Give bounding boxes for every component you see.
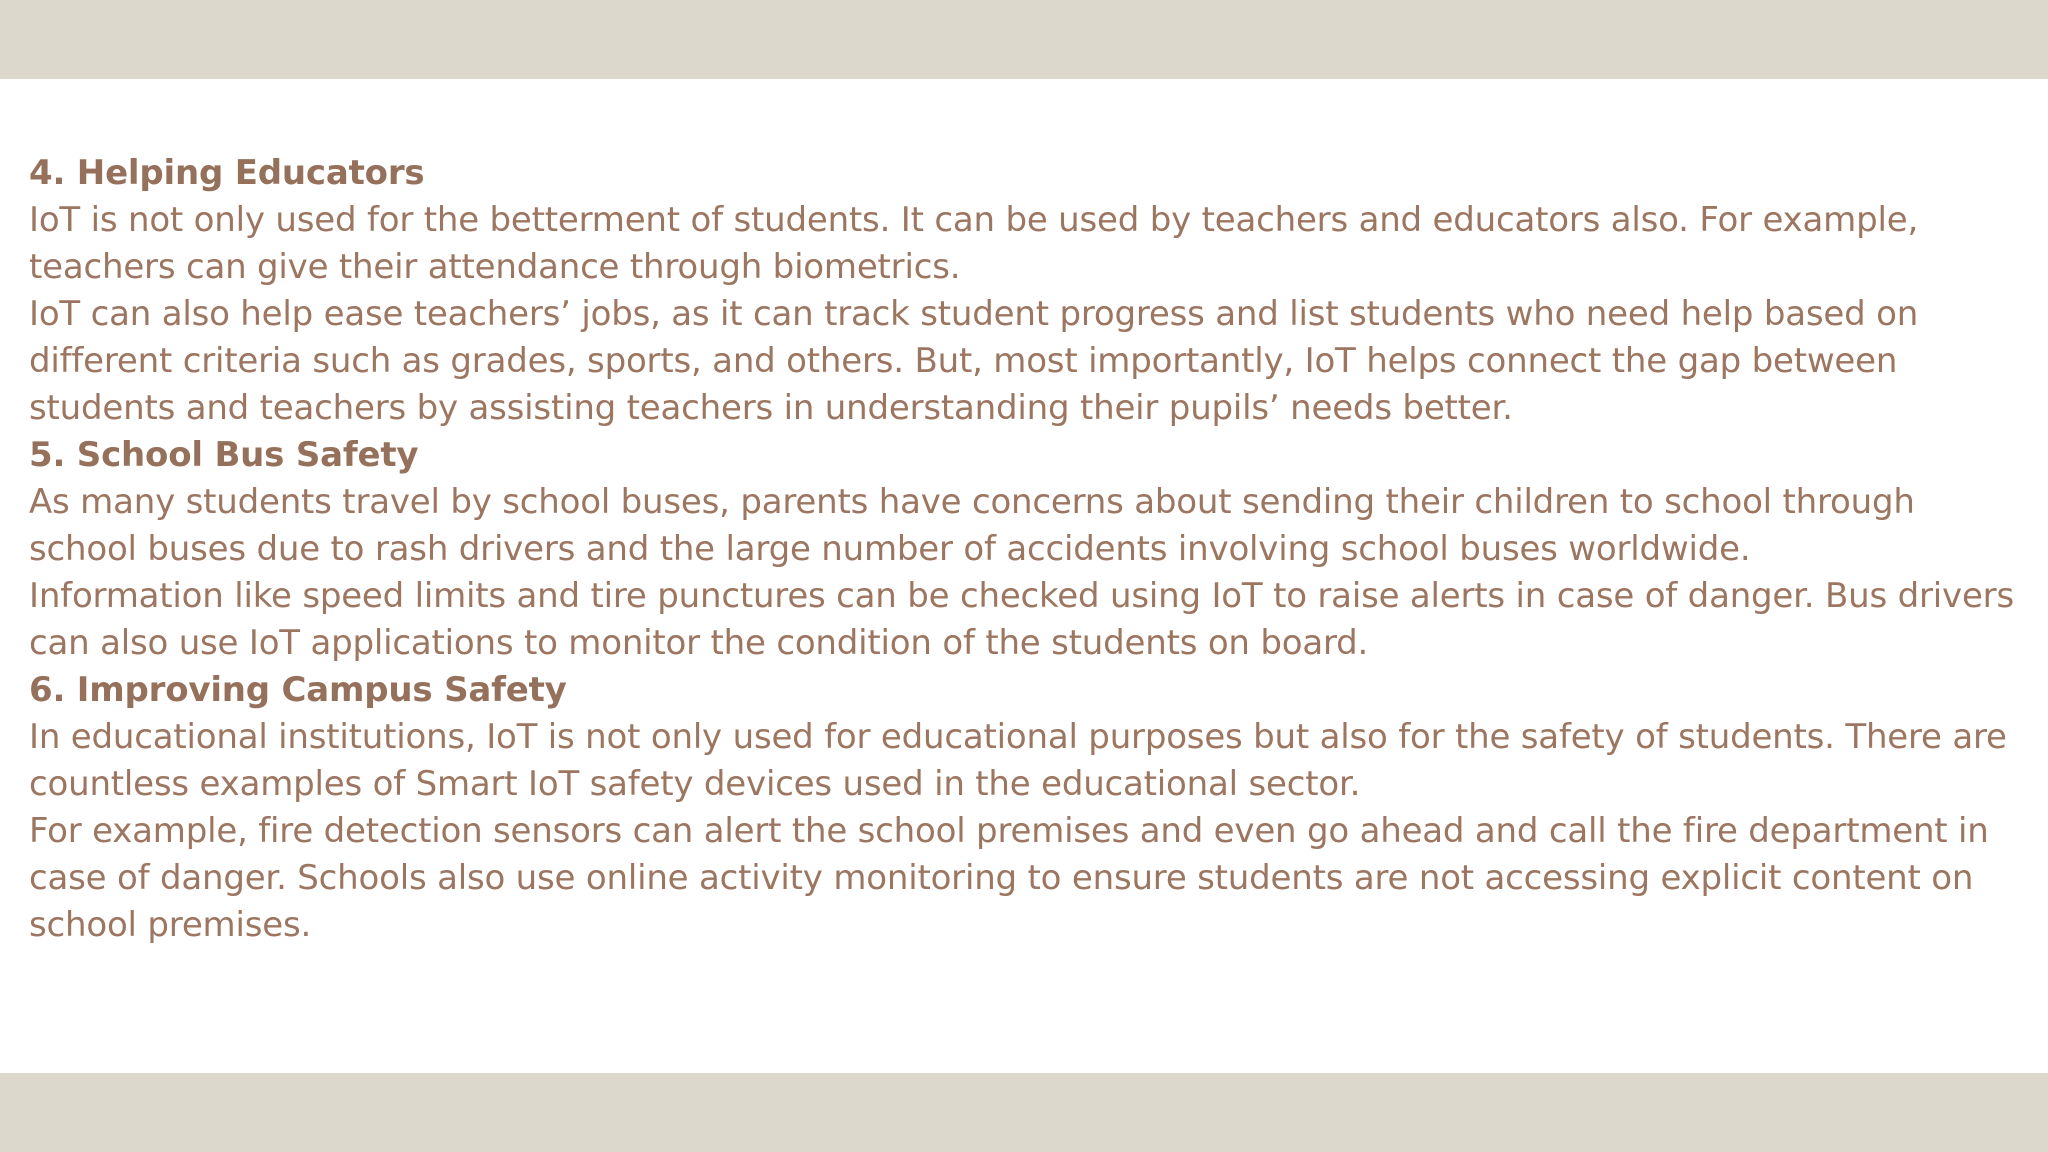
section-paragraph: In educational institutions, IoT is not only used for educational purposes but also for the safety of students. There are countless examples of Smart IoT safety devices used in the educational sector. [29, 717, 2007, 804]
section-paragraph: IoT is not only used for the betterment of students. It can be used by teachers and educators also. For example, teachers can give their attendance through biometrics. [29, 200, 1919, 287]
section-heading: 4. Helping Educators [29, 153, 425, 193]
section-heading: 6. Improving Campus Safety [29, 670, 567, 710]
section-school-bus-safety [29, 432, 2029, 667]
section-paragraph: As many students travel by school buses, parents have concerns about sending their children to school through school buses due to rash drivers and the large number of accidents involving school buses worldwide. [29, 482, 1915, 569]
top-band [0, 0, 2048, 79]
slide-content [29, 150, 2029, 949]
bottom-band [0, 1073, 2048, 1152]
section-paragraph: IoT can also help ease teachers’ jobs, as it can track student progress and list students who need help based on different criteria such as grades, sports, and others. But, most importantly, IoT helps connect the gap between students and teachers by assisting teachers in understanding their pupils’ needs better. [29, 294, 1919, 428]
section-improving-campus-safety [29, 667, 2029, 949]
section-helping-educators [29, 150, 2029, 432]
section-heading: 5. School Bus Safety [29, 435, 419, 475]
section-paragraph: For example, fire detection sensors can alert the school premises and even go ahead and call the fire department in case of danger. Schools also use online activity monitoring to ensure students are not accessing explicit content on school premises. [29, 811, 1989, 945]
section-paragraph: Information like speed limits and tire punctures can be checked using IoT to raise alerts in case of danger. Bus drivers can also use IoT applications to monitor the condition of the students on board. [29, 576, 2014, 663]
